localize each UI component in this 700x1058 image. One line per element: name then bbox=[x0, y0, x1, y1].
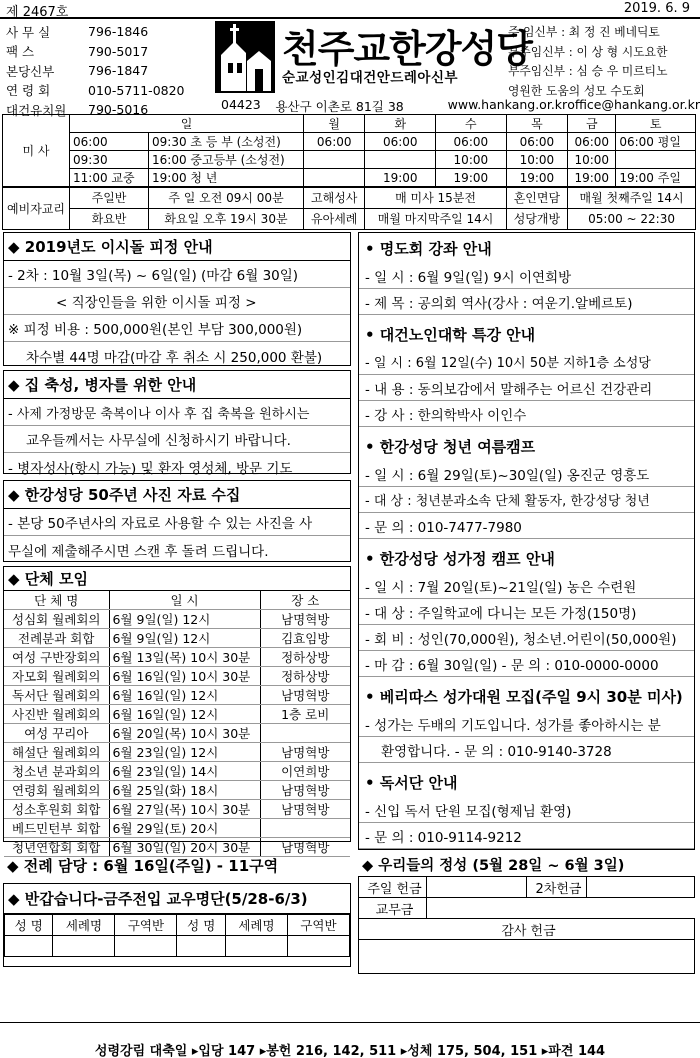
parish-subtitle: 순교성인김대건안드레아신부 bbox=[282, 70, 459, 86]
group-cell: 6월 9일(일) 12시 bbox=[109, 610, 260, 629]
group-cell: 독서단 월례회의 bbox=[4, 686, 109, 705]
group-cell: 김효임방 bbox=[260, 629, 350, 648]
announcement-line: - 내 용 : 동의보감에서 말해주는 어르신 건강관리 bbox=[359, 375, 694, 401]
group-cell: 여성 구반장회의 bbox=[4, 648, 109, 667]
group-cell: 6월 29일(토) 20시 bbox=[109, 819, 260, 838]
group-row bbox=[4, 705, 350, 724]
group-cell: 남명혁방 bbox=[260, 781, 350, 800]
announcement-line: - 대 상 : 주일학교에 다니는 모든 가정(150명) bbox=[359, 599, 694, 625]
group-cell: 남명혁방 bbox=[260, 800, 350, 819]
hymn-footer: 성령강림 대축일 ▸입당 147 ▸봉헌 216, 142, 511 ▸성체 175, 504, 151 ▸파견 144 bbox=[94, 1044, 606, 1058]
group-row bbox=[4, 724, 350, 743]
day-header: 화 bbox=[365, 115, 436, 133]
contact-row: 연 령 회 010-5711-0820 bbox=[6, 82, 185, 99]
section-title: ◆ 단체 모임 bbox=[4, 567, 350, 591]
group-cell: 6월 20일(목) 10시 30분 bbox=[109, 724, 260, 743]
group-cell: 자모회 월례회의 bbox=[4, 667, 109, 686]
announcement-line: - 대 상 : 청년분과소속 단체 활동자, 한강성당 청년 bbox=[359, 487, 694, 513]
announcement-line: - 제 목 : 공의회 역사(강사 : 여운기.알베르토) bbox=[359, 289, 694, 315]
liturgy-duty: ◆ 전례 담당 : 6월 16일(주일) - 11구역 bbox=[7, 856, 279, 875]
day-header: 일 bbox=[70, 115, 304, 133]
group-cell: 전례분과 회합 bbox=[4, 629, 109, 648]
website-link[interactable]: www.hankang.or.kr bbox=[447, 97, 568, 112]
group-cell: 청소년 분과회의 bbox=[4, 762, 109, 781]
group-row bbox=[4, 629, 350, 648]
group-cell: 6월 25일(화) 18시 bbox=[109, 781, 260, 800]
issue-number: 제 2467호 bbox=[6, 5, 69, 20]
email-link[interactable]: office@hankang.or.kr bbox=[567, 97, 700, 112]
announcement-line: - 일 시 : 7월 20일(토)~21일(일) 농은 수련원 bbox=[359, 573, 694, 599]
group-row bbox=[4, 781, 350, 800]
pilgrimage-notice: ◆ 2019년도 이시돌 피정 안내 - 2차 : 10월 3일(목) ~ 6일(일) (마감 6월 30일) < 직장인들을 위한 이시돌 피정 > ※ 피정 비용 : 500,000원(본인 부담 300,000원) 차수별 44명 마감(마감 후 취소 시 250,000 환불) bbox=[3, 232, 351, 366]
newcomers-table: 성 명 세례명 구역반 성 명 세례명 구역반 bbox=[4, 914, 350, 957]
group-cell: 남명혁방 bbox=[260, 610, 350, 629]
contact-row: 대건유치원 790-5016 bbox=[6, 102, 149, 118]
section-title: • 베리따스 성가대원 모집(주일 9시 30분 미사) bbox=[365, 687, 683, 706]
mass-label: 미 사 bbox=[3, 115, 70, 188]
address-line bbox=[221, 97, 700, 115]
group-cell: 성심회 월례회의 bbox=[4, 610, 109, 629]
group-cell: 6월 16일(일) 10시 30분 bbox=[109, 667, 260, 686]
clergy-list bbox=[508, 22, 698, 100]
group-cell: 6월 13일(목) 10시 30분 bbox=[109, 648, 260, 667]
clergy-row: 주 임신부 : 최 정 진 베네딕토 bbox=[508, 25, 660, 40]
group-cell: 연령회 월례회의 bbox=[4, 781, 109, 800]
group-cell: 1층 로비 bbox=[260, 705, 350, 724]
clergy-row: 부주임신부 : 이 상 형 시도요한 bbox=[508, 44, 668, 59]
contact-row: 사 무 실 796-1846 bbox=[6, 24, 149, 40]
postcode: 04423 bbox=[221, 97, 261, 112]
announcement-line: 환영합니다. - 문 의 : 010-9140-3728 bbox=[359, 737, 694, 763]
group-cell: 6월 9일(일) 12시 bbox=[109, 629, 260, 648]
day-header: 수 bbox=[436, 115, 507, 133]
group-cell: 사진반 월례회의 bbox=[4, 705, 109, 724]
group-cell: 정하상방 bbox=[260, 667, 350, 686]
day-header: 토 bbox=[616, 115, 696, 133]
group-row bbox=[4, 800, 350, 819]
announcement-line: - 일 시 : 6월 12일(수) 10시 50분 지하1층 소성당 bbox=[359, 349, 694, 375]
section-title: • 대건노인대학 특강 안내 bbox=[365, 325, 536, 344]
house-blessing-notice: ◆ 집 축성, 병자를 위한 안내 - 사제 가정방문 축복이나 이사 후 집 축복을 원하시는 교우들께서는 사무실에 신청하시기 바랍니다. - 병자성사(항시 가능) 및 환자 영성체, 방문 기도 bbox=[3, 370, 351, 474]
section-title: • 한강성당 성가정 캠프 안내 bbox=[365, 549, 555, 568]
announcement-line: - 회 비 : 성인(70,000원), 청소년.어린이(50,000원) bbox=[359, 625, 694, 651]
address: 용산구 이촌로 81길 38 bbox=[275, 99, 404, 114]
divider bbox=[0, 1022, 700, 1023]
group-row bbox=[4, 686, 350, 705]
announcement-line: - 문 의 : 010-7477-7980 bbox=[359, 513, 694, 539]
group-cell: 이연희방 bbox=[260, 762, 350, 781]
announcement-line: - 일 시 : 6월 9일(일) 9시 이연희방 bbox=[359, 263, 694, 289]
group-row bbox=[4, 648, 350, 667]
group-cell: 6월 16일(일) 12시 bbox=[109, 686, 260, 705]
group-row bbox=[4, 819, 350, 838]
group-cell: 청년연합회 회합 bbox=[4, 838, 109, 857]
group-row bbox=[4, 743, 350, 762]
announcement-line: - 일 시 : 6월 29일(토)~30일(일) 옹진군 영흥도 bbox=[359, 461, 694, 487]
section-title: • 독서단 안내 bbox=[365, 773, 458, 792]
day-header: 월 bbox=[304, 115, 365, 133]
group-cell: 여성 꾸리아 bbox=[4, 724, 109, 743]
issue-date: 2019. 6. 9 bbox=[623, 1, 690, 16]
group-cell: 남명혁방 bbox=[260, 686, 350, 705]
announcement-line: - 강 사 : 한의학박사 이인수 bbox=[359, 401, 694, 427]
group-cell: 베드민턴부 회합 bbox=[4, 819, 109, 838]
mass-schedule-table: 미 사 일 월 화 수 목 금 토 06:00 09:30 초 등 부 (소성전) 06:00 06:00 06:00 06:00 06:00 06:00 평일 09:30 16:00 중고등부 (소성전) 10:00 10:00 10:00 11:00 교중 19:00 청 년 19:00 19:00 19:00 19:00 19:00 주일 예비자교리 주일반 주 일 오전 09시 00분 고해성사 매 미사 15분전 혼인면담 매월 첫째주일 14시 화요반 화요일 오후 19시 30분 유아세례 매월 마지막주일 14시 성당개방 05:00 ~ 22:30 bbox=[2, 114, 696, 230]
group-row bbox=[4, 667, 350, 686]
section-title: • 명도회 강좌 안내 bbox=[365, 239, 492, 258]
group-meetings bbox=[3, 566, 351, 855]
contact-list bbox=[6, 22, 206, 120]
group-cell: 성소후원회 회합 bbox=[4, 800, 109, 819]
group-row bbox=[4, 762, 350, 781]
catechism-label: 예비자교리 bbox=[3, 187, 70, 229]
welcome-newcomers bbox=[3, 883, 351, 967]
group-cell bbox=[260, 819, 350, 838]
announcement-line: - 문 의 : 010-9114-9212 bbox=[359, 823, 694, 849]
announcement-line: - 성가는 두배의 기도입니다. 성가를 좋아하시는 분 bbox=[359, 711, 694, 737]
group-cell: 6월 30일(일) 20시 30분 bbox=[109, 838, 260, 857]
group-meetings-table: 단 체 명 일 시 장 소 성심회 월례회의 6월 9일(일) 12시 남명혁방 전례분과 회합 6월 9일(일) 12시 김효임방 여성 구반장회의 6월 13일(목) 10시 30분 정하상방 자모회 월례회의 6월 16일(일) 10시 30분 정하상방 독서단 월례회의 6월 16일(일) 12시 남명혁방 사진반 월례회의 6월 16일(일) 12시 1층 로비 여성 꾸리아 6월 20일(목) 10시 30분 해설단 월례회의 6월 23일(일) 12시 남명혁방 청소년 분과회의 6월 23일(일) 14시 이연희방 연령회 월례회의 6월 25일(화) 18시 남명혁방 성소후원회 회합 6월 27일(목) 10시 30분 남명혁방 베드민턴부 회합 6월 29일(토) 20시 청년연합회 회합 6월 30일(일) 20시 30분 남명혁방 bbox=[4, 591, 350, 857]
group-cell: 6월 27일(목) 10시 30분 bbox=[109, 800, 260, 819]
announcement-line: - 신입 독서 단원 모집(형제님 환영) bbox=[359, 797, 694, 823]
right-announcements bbox=[358, 232, 695, 850]
offering-title: ◆ 우리들의 정성 (5월 28일 ~ 6월 3일) bbox=[362, 857, 625, 874]
group-cell: 6월 23일(일) 12시 bbox=[109, 743, 260, 762]
day-header: 금 bbox=[568, 115, 616, 133]
group-cell: 남명혁방 bbox=[260, 743, 350, 762]
parish-title: 천주교한강성당 bbox=[282, 27, 532, 71]
offering-table: 주일 헌금 2차헌금 교무금 감사 헌금 bbox=[358, 876, 695, 974]
clergy-row: 부주임신부 : 심 승 우 미르티노 bbox=[508, 64, 668, 79]
section-title: ◆ 2019년도 이시돌 피정 안내 bbox=[4, 233, 350, 261]
group-cell: 6월 16일(일) 12시 bbox=[109, 705, 260, 724]
group-cell: 남명혁방 bbox=[260, 838, 350, 857]
section-title: ◆ 한강성당 50주년 사진 자료 수집 bbox=[4, 481, 350, 509]
group-row bbox=[4, 610, 350, 629]
clergy-row: 영원한 도움의 성모 수도회 bbox=[508, 83, 645, 98]
church-logo-icon bbox=[215, 21, 275, 93]
section-title: ◆ 집 축성, 병자를 위한 안내 bbox=[4, 371, 350, 399]
section-title: ◆ 반갑습니다-금주전입 교우명단(5/28-6/3) bbox=[4, 884, 350, 914]
photo-collection-notice: ◆ 한강성당 50주년 사진 자료 수집 - 본당 50주년사의 자료로 사용할 수 있는 사진을 사 무실에 제출해주시면 스캔 후 돌려 드립니다. bbox=[3, 480, 351, 562]
announcement-line: - 마 감 : 6월 30일(일) - 문 의 : 010-0000-0000 bbox=[359, 651, 694, 677]
contact-row: 팩 스 790-5017 bbox=[6, 43, 149, 60]
section-title: • 한강성당 청년 여름캠프 bbox=[365, 437, 536, 456]
group-cell: 정하상방 bbox=[260, 648, 350, 667]
group-cell bbox=[260, 724, 350, 743]
group-cell: 해설단 월례회의 bbox=[4, 743, 109, 762]
group-cell: 6월 23일(일) 14시 bbox=[109, 762, 260, 781]
day-header: 목 bbox=[506, 115, 567, 133]
contact-row: 본당신부 796-1847 bbox=[6, 63, 149, 79]
